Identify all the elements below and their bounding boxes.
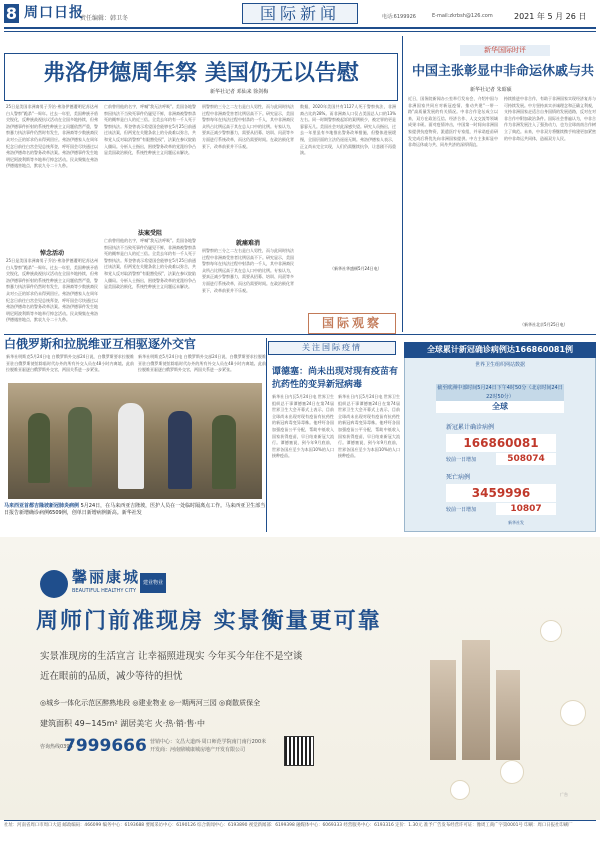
stats-region: 全球	[436, 401, 564, 413]
pandemic-headline: 谭德塞：尚未出现对现有疫苗有抗药性的变异新冠病毒	[272, 367, 399, 390]
deaths-increase-value: 10807	[496, 503, 556, 515]
ad-phone-label: 咨询热线0394	[40, 744, 73, 750]
issue-date: 2021 年 5 月 26 日	[514, 12, 587, 21]
ad-tag: 广告	[560, 792, 568, 797]
commentary-col-1: 近日，国务院新闻办公室举行发布会，介绍中国与非洲国家共同应对新冠疫情、推动共建"一带一路"高质量发展的有关情况。中非合作论坛成立以来，双方在政治互信、经济合作、人文交流等领域成果丰硕。面对疫情冲击，中国第一时间向非洲国家提供抗疫物资，派遣医疗专家组，并承诺疫苗研发完成后将优先向非洲国家提供。中方主张彰显中非命运休戚与共、同舟共济的深厚情谊。	[408, 96, 498, 148]
photo-figure	[68, 407, 92, 487]
photo-caption-title: 马来西亚首都吉隆坡新冠肺炎病例	[4, 503, 80, 509]
building-illustration	[430, 660, 456, 760]
column-divider	[402, 36, 403, 332]
belarus-headline: 白俄罗斯和拉脱维亚互相驱逐外交官	[4, 337, 197, 351]
stats-title: 全球累计新冠确诊病例达166860081例	[404, 342, 596, 358]
belarus-text-2: 新华社明斯克5月24日电 白俄罗斯外交部24日说，白俄罗斯要求拉脱维亚驻白俄罗斯使馆除临时代办外的所有外交人员在48小时内离境。此前拉脱维亚驱逐白俄罗斯外交官，两国关系进一步紧张。	[138, 354, 266, 373]
cumulative-increase-value: 508074	[496, 453, 556, 465]
commentary-col-2: 持续推进中非合作，有助于非洲国家实现经济复苏与可持续发展。中方坚持真实亲诚理念和正确义利观，支持非洲国家走适合自身国情的发展道路，反对在对非合作中附加政治条件。国际社会普遍认为，中非合作为非洲发展注入了强劲动力，也为全球南南合作树立了典范。未来，中非双方将继续携手构建更加紧密的中非命运共同体，造福双方人民。	[504, 96, 596, 141]
main-col-2: 亡前曾用他的名字，呼喊"我无法呼吸"。美国各地警察因执法不当致死事件仍屡见不鲜，非洲裔被警察杀死的概率是白人的近三倍。全美去年约有一千人死于警察执法。拜登曾表示希望国会能够在5月25日前通过该法案，但两党在关键条款上的分歧难以弥合，共和党人反对取消警察"有限豁免权"，法案在参议院陷入僵局。分析人士指出，围绕警务改革的党派纷争凸显美国政治极化，系统性种族主义问题远未解决。	[104, 104, 196, 156]
photo-figure	[212, 415, 236, 489]
newspaper-brand: 周口日报	[24, 5, 84, 21]
commentary-dateline: （新华社北京5月25日电）	[520, 322, 568, 327]
ad-brand: 馨丽康城	[72, 568, 141, 586]
main-col-1b: 25日是美国非洲裔男子乔治·弗洛伊德遭明尼苏达州白人警察"跪杀"一周年。过去一年里，美国种族矛盾尖锐化，反种族歧视抗议活动在全国多地持续，但弗洛伊德事件折射的系统性种族主义问题依然严重，警察暴力执法事件仍然时有发生，非洲裔等少数族裔民众对公正的诉求仍未得到回应。弗洛伊德家人在周年纪念日前往白宫会见总统拜登，呼吁国会尽快通过以弗洛伊德命名的警务改革法案。弗洛伊德事件发生地明尼阿波利斯等多地举行悼念活动。民众聚集在弗洛伊德遇害地点，默哀九分二十九秒。	[6, 258, 98, 323]
section-title: 国际新闻	[242, 3, 358, 24]
building-illustration	[462, 640, 490, 760]
main-byline: 新华社记者 邓仙来 徐剑梅	[210, 89, 269, 95]
header-rule	[4, 27, 596, 29]
flower-decoration	[540, 620, 562, 642]
stats-footnote: 新华社发	[508, 520, 524, 525]
main-col-3b: 刑警察的三分之二左右是白人男性，而与此同时执法过程中非洲裔受害者比例居高不下。研究显示，美国警察每年在执法过程中射杀约一千人，其中非洲裔民众所占比例远高于其在总人口中的比例。专家认为，要真正减少警察暴力，需要从招募、培训、问责等多方面进行系统改革，而这仍需要时间。在政治极化背景下，改革前景并不乐观。	[202, 248, 294, 293]
flower-decoration	[560, 700, 586, 726]
subhead-bill: 法案受阻	[137, 230, 162, 237]
subhead-mourning: 悼念活动	[39, 250, 64, 257]
page-number: 8	[5, 4, 18, 23]
commentary-byline: 新华社记者 朱昭硕	[470, 87, 512, 93]
deaths-increase-label: 较前一日增加	[446, 507, 477, 513]
footer-info: 社址：河南省周口市周口大道 邮政编码：466099 编务中心：6193688 要闻采访中心：6190126 综合新闻中心：6193890 视觉新闻部：6199398 融媒体中心：6069333 经营服务中心：6193316 定价：1.30元 准予广告发布经营许可证：豫周工商广字第0001号 印刷：周口日报社印刷厂	[4, 823, 573, 828]
photo-figure	[118, 403, 144, 489]
pandemic-text-1: 新华社日内瓦5月24日电 世界卫生组织总干事谭德塞24日在第74届世界卫生大会开幕式上表示，目前全球尚未出现对现有疫苗有抗药性的新冠病毒变异毒株。他呼吁各国加强疫苗公平分配，帮助中低收入国家获得疫苗，早日结束新冠大流行。谭德塞说，到今年9月底前，世界各国应至少为本国10%的人口接种疫苗。	[272, 394, 334, 459]
cumulative-label: 新冠累计确诊病例	[446, 424, 495, 431]
ad-brand-en: BEAUTIFUL HEALTHY CITY	[72, 588, 137, 594]
ad-slogan-2: 近在眼前的品质，减少等待的担忧	[40, 671, 183, 682]
ad-features: ◎城乡一体化示范区醉熟地段 ◎建业物业 ◎一期两河三园 ◎商散质保全	[40, 699, 261, 707]
commentary-tag: 新华国际时评	[460, 45, 550, 56]
flower-decoration	[500, 760, 524, 784]
pandemic-text-2: 新华社日内瓦5月24日电 世界卫生组织总干事谭德塞24日在第74届世界卫生大会开幕式上表示，目前全球尚未出现对现有疫苗有抗药性的新冠病毒变异毒株。他呼吁各国加强疫苗公平分配，帮助中低收入国家获得疫苗，早日结束新冠大流行。谭德塞说，到今年9月底前，世界各国应至少为本国10%的人口接种疫苗。	[338, 394, 400, 459]
ad-address: 营销中心：文昌大道西·周口师范学院南门南行200米 开发商：河南鼎城康城房地产开发有限公司	[150, 739, 267, 753]
mid-divider	[266, 338, 267, 532]
ad-phone-number: 7999666	[64, 736, 147, 756]
developer-logo: 建业物业	[140, 573, 166, 593]
email-info: E-mail:zkrbsh@126.com	[432, 13, 493, 19]
ad-slogan-1: 实景准现房的生活宣言 让幸福照进现实 今年买今年住不是空谈	[40, 651, 303, 662]
photo-figure	[168, 411, 192, 489]
commentary-headline: 中国主张彰显中非命运休戚与共	[411, 64, 594, 79]
photo-caption	[4, 503, 266, 517]
main-headline: 弗洛伊德周年祭 美国仍无以告慰	[43, 60, 359, 86]
main-col-3: 刑警察的三分之二左右是白人男性，而与此同时执法过程中非洲裔受害者比例居高不下。研究显示，美国警察每年在执法过程中射杀约一千人，其中非洲裔民众所占比例远高于其在总人口中的比例。专家认为，要真正减少警察暴力，需要从招募、培训、问责等多方面进行系统改革，而这仍需要时间。在政治极化背景下，改革前景并不乐观。	[202, 104, 294, 149]
cumulative-value: 166860081	[446, 434, 556, 452]
main-dateline: （新华社华盛顿5月24日电）	[330, 266, 382, 271]
photo-caption-text: 5月24日，在马来西亚吉隆坡，医护人员在一处临时隔离点工作。马来西亚卫生部当日报告新增确诊病例6509例，创单日新增病例新高。新华社发	[4, 503, 266, 516]
main-col-4: 数据，2020年美国共有1127人死于警察执法，非洲裔占比约28%。而非洲裔人口仅占美国总人口的13%左右。同一时期警察被起诉的案例极少，被定罪的更是寥寥无几。美国社会对此深感失望。研究人员指出，过去一年里虽有多地推出警务改革措施，但整体进展缓慢，全国层面的立法仍遥遥无期。弗洛伊德家人表示，正义尚未完全实现，人们仍需继续抗争，让悲剧不再重演。	[300, 104, 396, 156]
deaths-value: 3459996	[446, 484, 556, 502]
ad-area: 建筑面积 49~145m² 湖居美宅 火·热·销·售·中	[40, 719, 205, 728]
editor-info: 责任编辑：韩卫冬	[80, 15, 129, 22]
deaths-label: 死亡病例	[446, 474, 471, 481]
cumulative-increase-label: 较前一日增加	[446, 457, 477, 463]
observation-badge: 国际观察	[308, 313, 396, 334]
phone-info: 电话:6199926	[382, 14, 416, 20]
photo-figure	[28, 413, 50, 483]
header-rule-thin	[4, 31, 596, 32]
belarus-text: 新华社明斯克5月24日电 白俄罗斯外交部24日说，白俄罗斯要求拉脱维亚驻白俄罗斯使馆除临时代办外的所有外交人员在48小时内离境。此前拉脱维亚驱逐白俄罗斯外交官，两国关系进一步紧张。	[6, 354, 134, 373]
subhead-pain: 就痛难消	[235, 240, 260, 247]
main-col-1: 25日是美国非洲裔男子乔治·弗洛伊德遭明尼苏达州白人警察"跪杀"一周年。过去一年里，美国种族矛盾尖锐化，反种族歧视抗议活动在全国多地持续，但弗洛伊德事件折射的系统性种族主义问题依然严重，警察暴力执法事件仍然时有发生，非洲裔等少数族裔民众对公正的诉求仍未得到回应。弗洛伊德家人在周年纪念日前往白宫会见总统拜登，呼吁国会尽快通过以弗洛伊德命名的警务改革法案。弗洛伊德事件发生地明尼阿波利斯等多地举行悼念活动。民众聚集在弗洛伊德遇害地点，默哀九分二十九秒。	[6, 104, 98, 169]
flower-decoration	[450, 780, 470, 800]
ad-headline: 周师门前准现房 实景衡量更可靠	[36, 608, 382, 634]
brand-logo-icon	[40, 570, 68, 598]
mid-rule	[4, 334, 596, 335]
main-col-2b: 亡前曾用他的名字，呼喊"我无法呼吸"。美国各地警察因执法不当致死事件仍屡见不鲜，非洲裔被警察杀死的概率是白人的近三倍。全美去年约有一千人死于警察执法。拜登曾表示希望国会能够在5月25日前通过该法案，但两党在关键条款上的分歧难以弥合，共和党人反对取消警察"有限豁免权"，法案在参议院陷入僵局。分析人士指出，围绕警务改革的党派纷争凸显美国政治极化，系统性种族主义问题远未解决。	[104, 238, 196, 290]
pandemic-section-bar: 关注国际疫情	[268, 341, 396, 355]
news-photo	[8, 383, 262, 499]
stats-source: 世界卫生组织网站数据	[474, 362, 525, 368]
stats-time: 截至欧洲中部时间5月24日下午4时50分（北京时间24日22时50分）	[437, 385, 563, 400]
footer-rule	[4, 820, 596, 821]
qr-code-icon	[284, 736, 314, 766]
building-illustration	[496, 670, 520, 760]
